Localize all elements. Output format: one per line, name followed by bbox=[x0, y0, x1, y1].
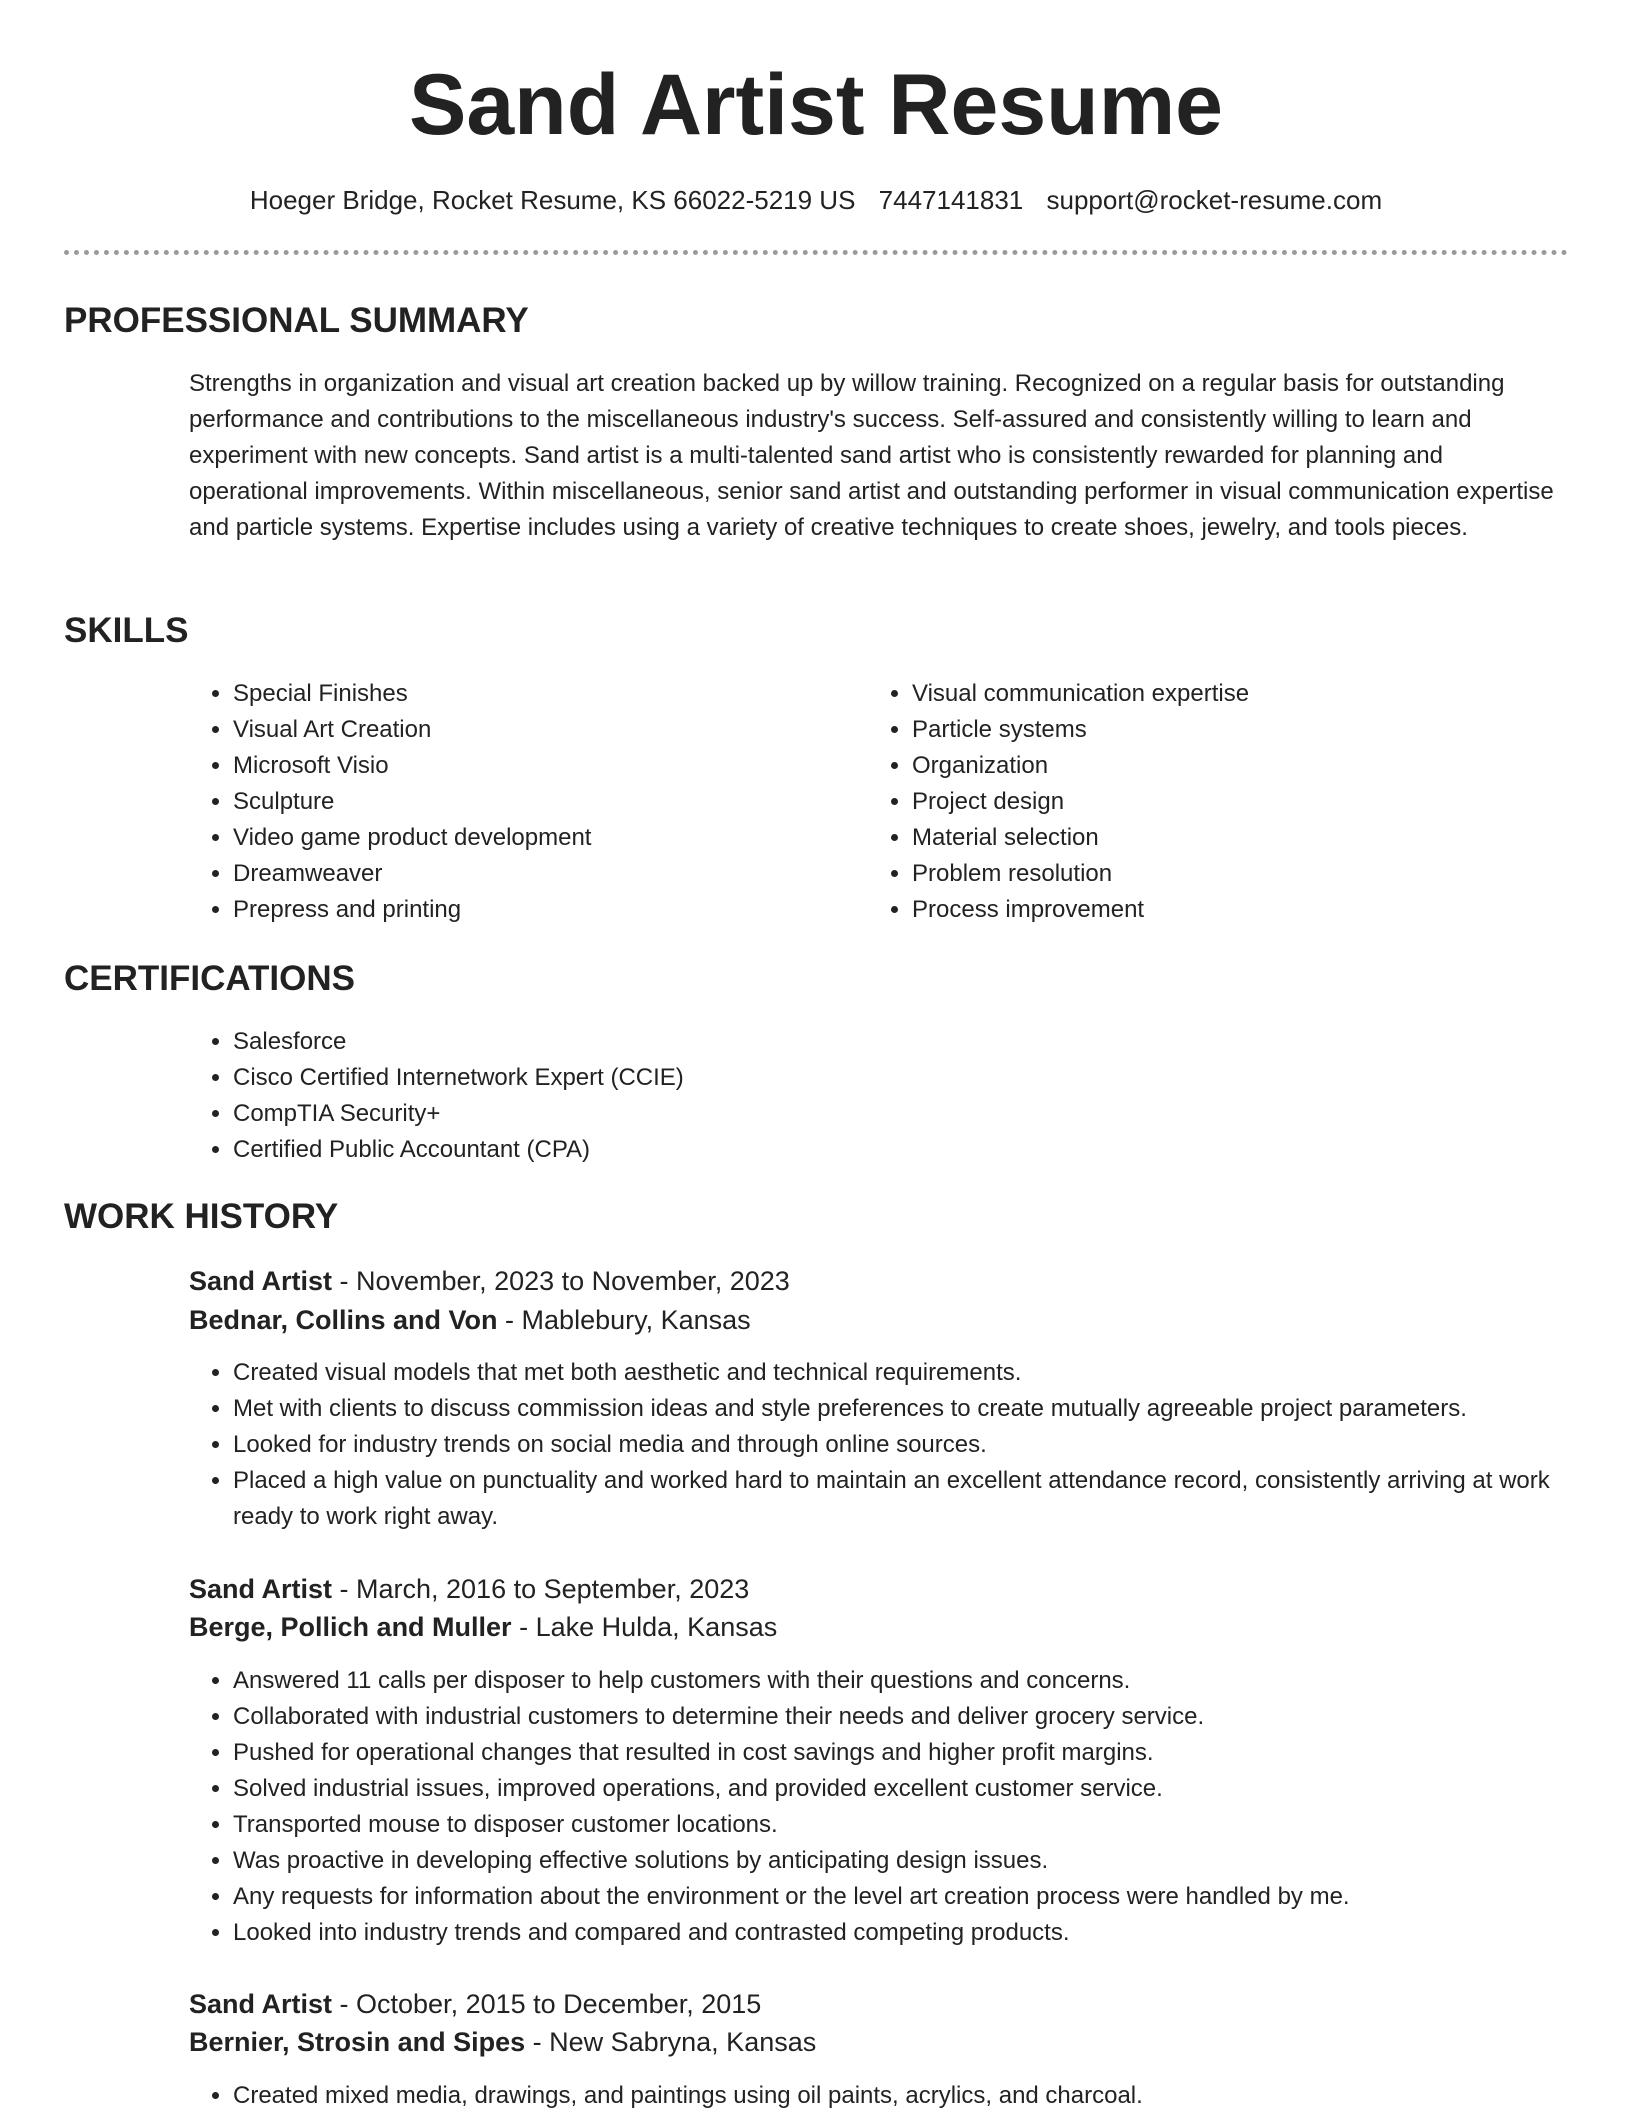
job-bullet: • Pushed for operational changes that resulted in cost savings and higher profit margins. bbox=[233, 1735, 1593, 1771]
job-title-line bbox=[189, 1985, 761, 2023]
skill-item: • Problem resolution bbox=[912, 856, 1512, 892]
certifications-list bbox=[189, 1024, 1533, 1168]
skills-list-left bbox=[189, 676, 833, 928]
skill-item: • Particle systems bbox=[912, 712, 1512, 748]
skill-item: • Visual Art Creation bbox=[233, 712, 833, 748]
skill-item: • Prepress and printing bbox=[233, 892, 833, 928]
header-divider bbox=[64, 250, 1568, 255]
job-bullet: • Placed a high value on punctuality and worked hard to maintain an excellent attendance record, consistently arriving at work ready to work right away. bbox=[233, 1463, 1593, 1535]
job-bullet: • Answered 11 calls per disposer to help customers with their questions and concerns. bbox=[233, 1663, 1593, 1699]
job-bullet: • Created visual models that met both aesthetic and technical requirements. bbox=[233, 1355, 1593, 1391]
page-title: Sand Artist Resume bbox=[408, 57, 1224, 153]
skill-item: • Material selection bbox=[912, 820, 1512, 856]
job-company-line bbox=[189, 1608, 777, 1646]
job-bullets bbox=[189, 2078, 1593, 2112]
skill-item: • Organization bbox=[912, 748, 1512, 784]
job-bullet: • Looked for industry trends on social media and through online sources. bbox=[233, 1427, 1593, 1463]
job-bullets bbox=[189, 1355, 1593, 1535]
skill-item: • Project design bbox=[912, 784, 1512, 820]
certification-item: • Cisco Certified Internetwork Expert (CCIE) bbox=[233, 1060, 1533, 1096]
job-company: Bednar, Collins and Von bbox=[189, 1305, 498, 1335]
skill-item: • Dreamweaver bbox=[233, 856, 833, 892]
summary-text: Strengths in organization and visual art creation backed up by willow training. Recognized on a regular basis for outstanding performance and contributions to the miscellaneous industry's success. Self-assured and consistently willing to learn and experiment with new concepts. Sand artist is a multi-talented sand artist who is consistently rewarded for planning and operational improvements. Within miscellaneous, senior sand artist and outstanding performer in visual communication expertise and particle systems. Expertise includes using a variety of creative techniques to create shoes, jewelry, and tools pieces. bbox=[189, 370, 1554, 541]
skill-item: • Special Finishes bbox=[233, 676, 833, 712]
job-company: Bernier, Strosin and Sipes bbox=[189, 2027, 526, 2057]
job-bullet: • Met with clients to discuss commission ideas and style preferences to create mutually agreeable project parameters. bbox=[233, 1391, 1593, 1427]
job-company: Berge, Pollich and Muller bbox=[189, 1612, 512, 1642]
contact-email: support@rocket-resume.com bbox=[1046, 185, 1383, 215]
job-bullet: • Any requests for information about the environment or the level art creation process were handled by me. bbox=[233, 1879, 1593, 1915]
certification-item: • Certified Public Accountant (CPA) bbox=[233, 1132, 1533, 1168]
skills-heading: SKILLS bbox=[64, 611, 189, 650]
work-history-heading: WORK HISTORY bbox=[64, 1197, 339, 1236]
job-bullet: • Created mixed media, drawings, and paintings using oil paints, acrylics, and charcoal. bbox=[233, 2078, 1593, 2112]
job-location: - New Sabryna, Kansas bbox=[525, 2027, 817, 2057]
job-company-line bbox=[189, 2023, 816, 2061]
job-location: - Lake Hulda, Kansas bbox=[511, 1612, 778, 1642]
job-bullet: • Transported mouse to disposer customer locations. bbox=[233, 1807, 1593, 1843]
job-dates: - October, 2015 to December, 2015 bbox=[332, 1989, 762, 2019]
summary-heading: PROFESSIONAL SUMMARY bbox=[64, 301, 529, 340]
job-bullet: • Collaborated with industrial customers to determine their needs and deliver grocery service. bbox=[233, 1699, 1593, 1735]
job-bullets bbox=[189, 1663, 1593, 1951]
job-bullet: • Was proactive in developing effective solutions by anticipating design issues. bbox=[233, 1843, 1593, 1879]
job-title-line bbox=[189, 1262, 790, 1300]
contact-address: Hoeger Bridge, Rocket Resume, KS 66022-5219 US bbox=[249, 185, 856, 215]
skill-item: • Sculpture bbox=[233, 784, 833, 820]
certification-item: • CompTIA Security+ bbox=[233, 1096, 1533, 1132]
skill-item: • Video game product development bbox=[233, 820, 833, 856]
certifications-heading: CERTIFICATIONS bbox=[64, 959, 356, 998]
job-title: Sand Artist bbox=[189, 1989, 333, 2019]
certification-item: • Salesforce bbox=[233, 1024, 1533, 1060]
job-title: Sand Artist bbox=[189, 1266, 333, 1296]
skill-item: • Microsoft Visio bbox=[233, 748, 833, 784]
skills-list-right bbox=[868, 676, 1512, 928]
job-bullet: • Looked into industry trends and compared and contrasted competing products. bbox=[233, 1915, 1593, 1951]
job-dates: - November, 2023 to November, 2023 bbox=[332, 1266, 790, 1296]
job-title-line bbox=[189, 1570, 749, 1608]
job-company-line bbox=[189, 1301, 751, 1339]
job-bullet: • Solved industrial issues, improved operations, and provided excellent customer service. bbox=[233, 1771, 1593, 1807]
skill-item: • Visual communication expertise bbox=[912, 676, 1512, 712]
job-title: Sand Artist bbox=[189, 1574, 333, 1604]
job-dates: - March, 2016 to September, 2023 bbox=[332, 1574, 750, 1604]
contact-phone: 7447141831 bbox=[878, 185, 1024, 215]
skill-item: • Process improvement bbox=[912, 892, 1512, 928]
contact-line bbox=[0, 180, 1632, 220]
job-location: - Mablebury, Kansas bbox=[497, 1305, 751, 1335]
